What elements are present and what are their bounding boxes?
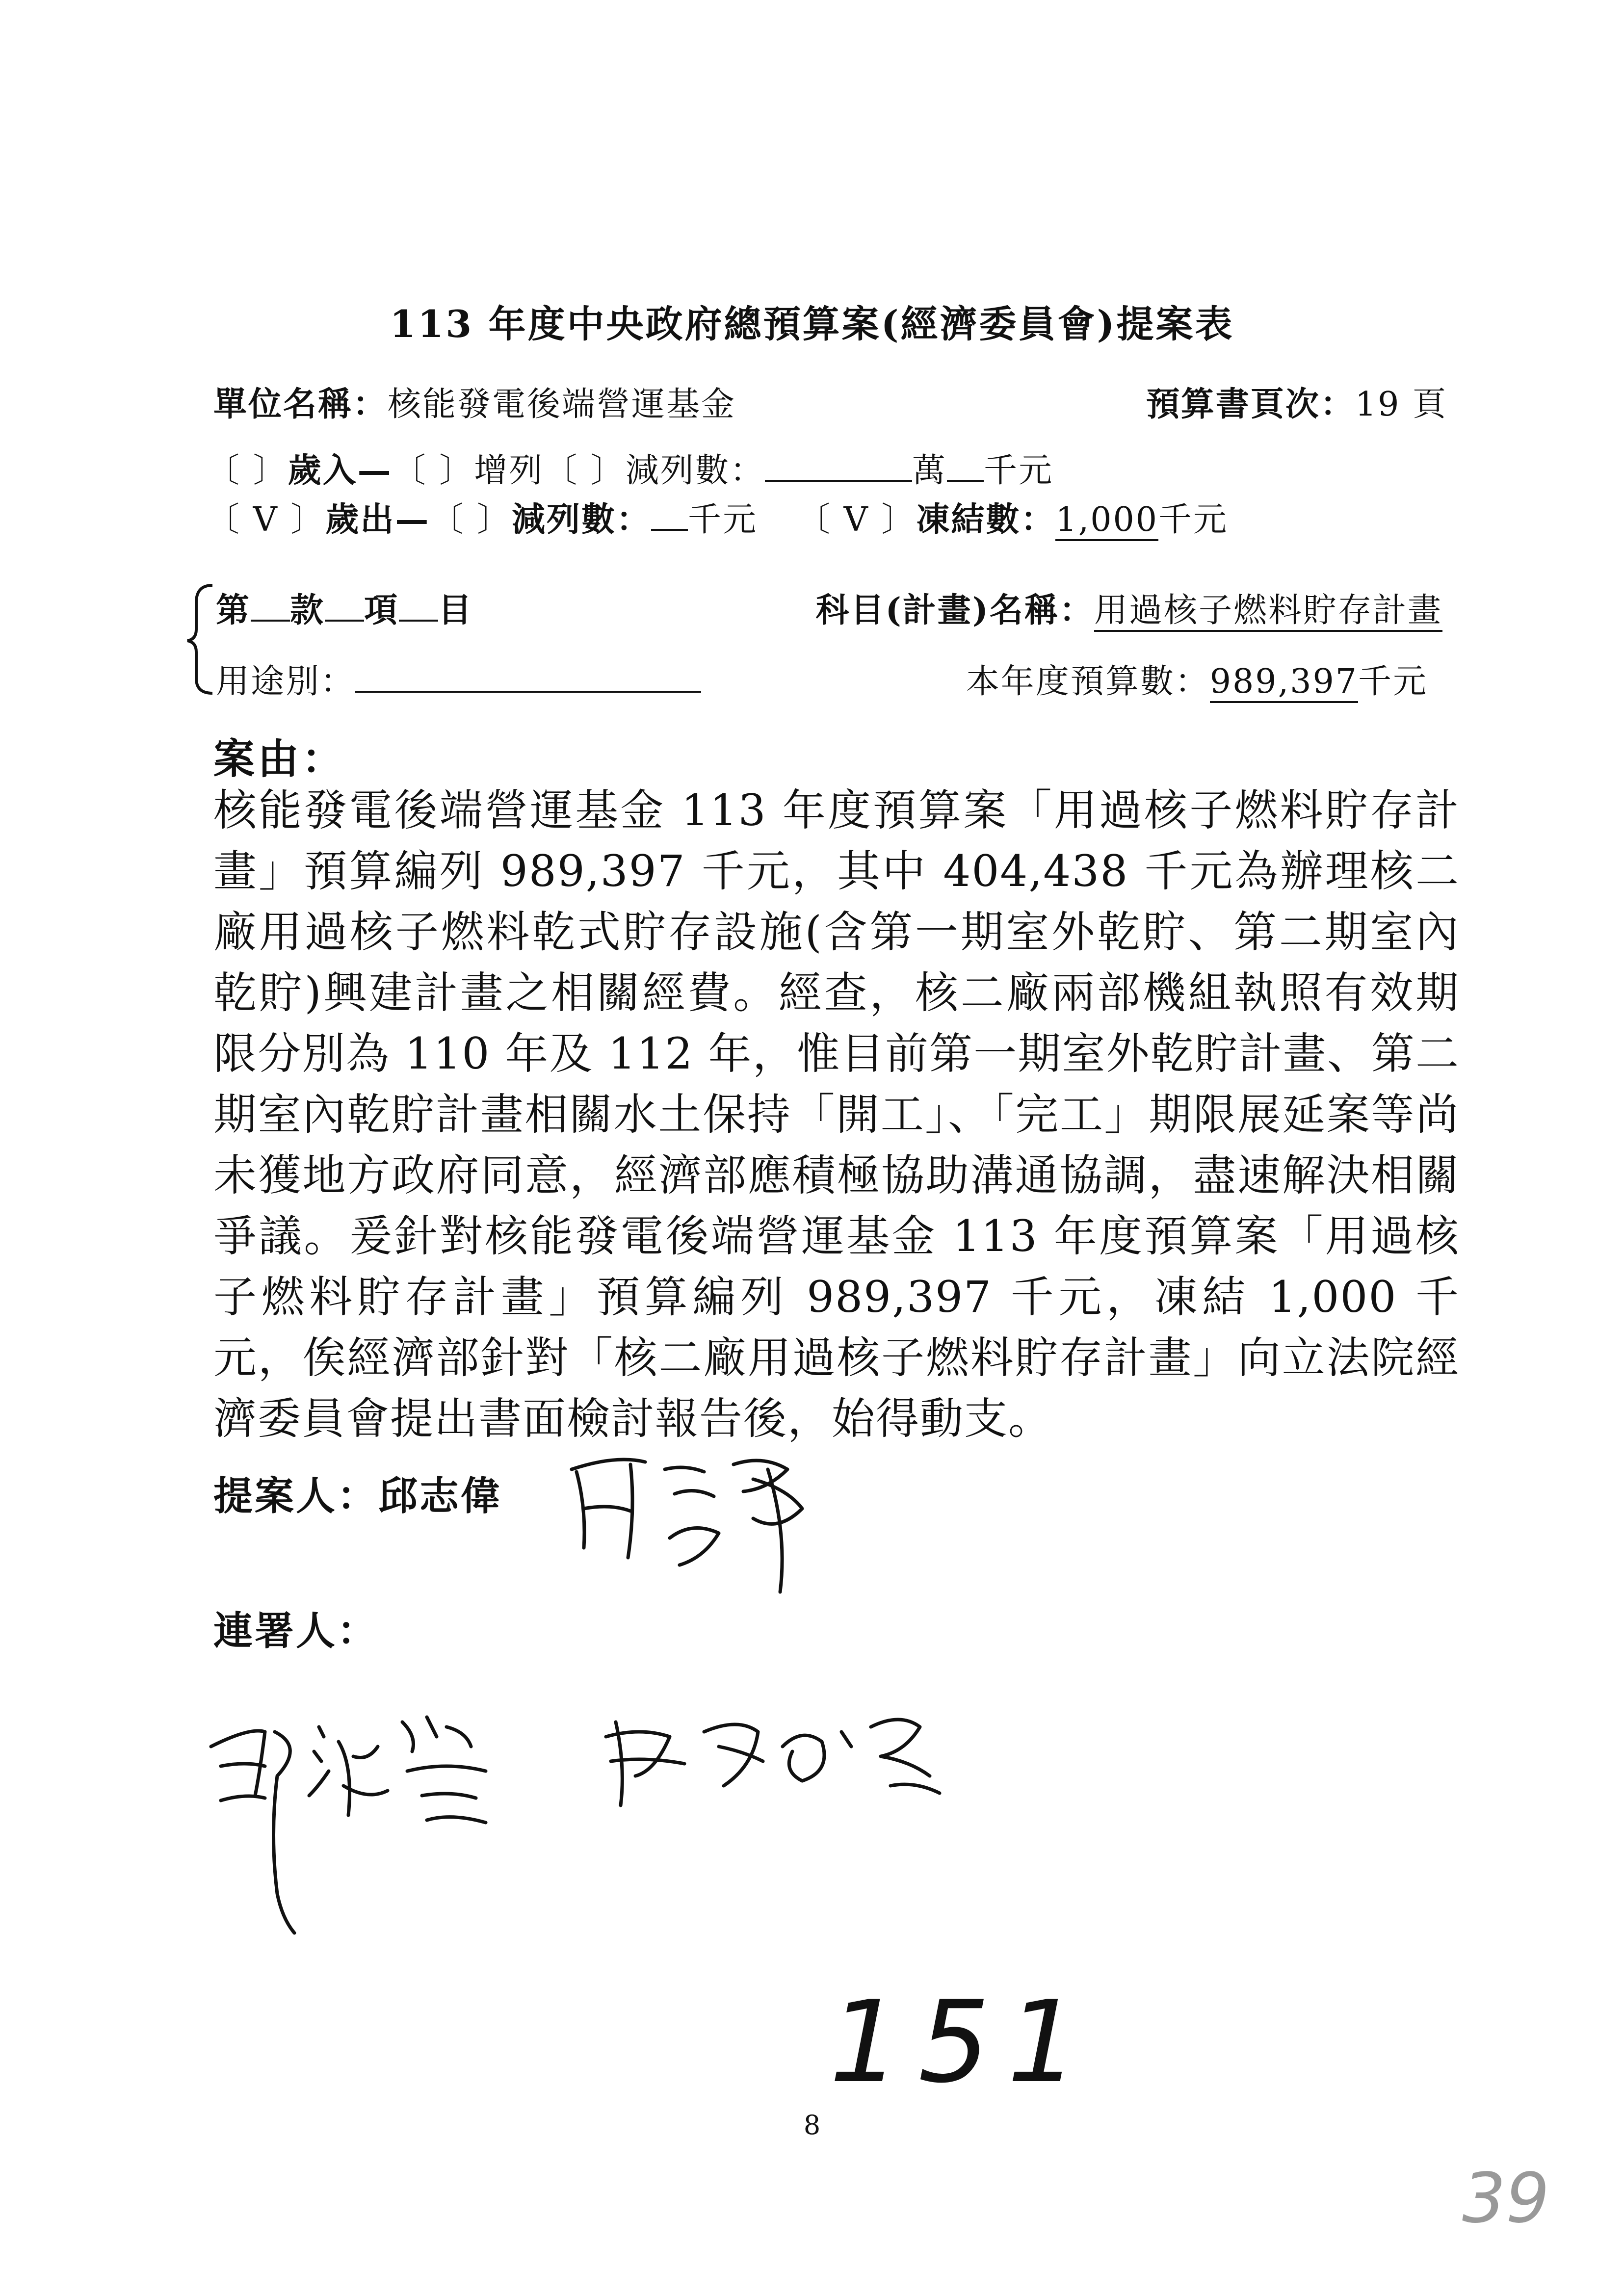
- qian-unit: 千元: [983, 451, 1053, 490]
- expense-decrease-blank: [651, 497, 688, 531]
- corner-number: 39: [1462, 2159, 1550, 2239]
- wan-unit: 萬: [912, 451, 947, 490]
- subject-value: 用過核子燃料貯存計畫: [1094, 592, 1442, 632]
- subject-label: 科目(計畫)名稱：: [815, 591, 1094, 630]
- form-title: 113 年度中央政府總預算案(經濟委員會)提案表: [390, 302, 1234, 346]
- usage-label: 用途別：: [216, 662, 356, 701]
- decrease-checkbox: 〔 〕: [544, 451, 626, 490]
- expense-decrease-label: 減列數：: [511, 500, 651, 539]
- handwritten-number: 151: [829, 1977, 1096, 2108]
- reason-heading: 案由：: [213, 734, 346, 783]
- decrease-label: 減列數：: [625, 451, 765, 490]
- budget-page-value: 19 頁: [1355, 385, 1447, 424]
- proposer-signature: [557, 1435, 822, 1597]
- xiang-blank: [399, 588, 438, 622]
- budget-page-label: 預算書頁次：: [1146, 385, 1355, 424]
- cosigner-signature-2: [596, 1688, 949, 1815]
- item-line: [216, 584, 473, 631]
- freeze-label: 凍結數：: [916, 500, 1056, 539]
- expense-line: [206, 493, 1228, 541]
- page-number: 8: [803, 2110, 821, 2140]
- expense-decrease-checkbox: 〔 〕: [430, 500, 512, 539]
- cosigner-signature-1: [191, 1688, 505, 1943]
- xiang-label: 項: [364, 591, 399, 630]
- freeze-value: 1,000: [1055, 501, 1158, 541]
- revenue-line: [206, 444, 1053, 492]
- increase-label: 增列: [474, 451, 544, 490]
- budget-page-line: [1146, 378, 1447, 425]
- expense-label: 歲出—: [325, 500, 430, 539]
- cosigner-label: 連署人：: [213, 1608, 378, 1654]
- increase-checkbox: 〔 〕: [392, 451, 474, 490]
- proposer-name: 邱志偉: [378, 1473, 502, 1519]
- unit-line: [213, 378, 736, 425]
- budget-line: [966, 655, 1428, 703]
- budget-value: 989,397: [1210, 663, 1358, 703]
- kuan-label: 款: [290, 591, 325, 630]
- budget-label: 本年度預算數：: [966, 662, 1210, 701]
- proposer-line: [213, 1464, 502, 1521]
- di-blank: [251, 588, 290, 622]
- unit-value: 核能發電後端營運基金: [388, 385, 736, 424]
- revenue-label: 歲入—: [288, 451, 393, 490]
- unit-label: 單位名稱：: [213, 385, 388, 424]
- mu-label: 目: [438, 591, 473, 630]
- brace-bracket: [185, 583, 215, 696]
- freeze-unit: 千元: [1158, 500, 1229, 539]
- di-label: 第: [216, 591, 251, 630]
- kuan-blank: [325, 588, 364, 622]
- usage-line: [216, 655, 701, 703]
- expense-checkbox: 〔 V 〕: [206, 500, 326, 539]
- wan-blank: [765, 448, 912, 482]
- budget-unit: 千元: [1358, 662, 1428, 701]
- reason-text: 核能發電後端營運基金 113 年度預算案「用過核子燃料貯存計畫」預算編列 989,397 千元，其中 404,438 千元為辦理核二廠用過核子燃料乾式貯存設施(含第一期室外乾貯、第二期室內乾貯)興建計畫之相關經費。經查，核二廠兩部機組執照有效期限分別為 110 年及 112 年，惟目前第一期室外乾貯計畫、第二期室內乾貯計畫相關水土保持「開工」、「完工」期限展延案等尚未獲地方政府同意，經濟部應積極協助溝通協調，盡速解決相關爭議。爰針對核能發電後端營運基金 113 年度預算案「用過核子燃料貯存計畫」預算編列 989,397 千元，凍結 1,000 千元，俟經濟部針對「核二廠用過核子燃料貯存計畫」向立法院經濟委員會提出書面檢討報告後，始得動支。: [213, 785, 1460, 1444]
- expense-decrease-unit: 千元: [688, 500, 758, 539]
- revenue-checkbox: 〔 〕: [206, 451, 288, 490]
- subject-line: [816, 584, 1442, 632]
- freeze-checkbox: 〔 V 〕: [797, 500, 917, 539]
- usage-blank: [355, 659, 701, 693]
- proposer-label: 提案人：: [213, 1473, 378, 1519]
- qian-blank: [947, 448, 984, 482]
